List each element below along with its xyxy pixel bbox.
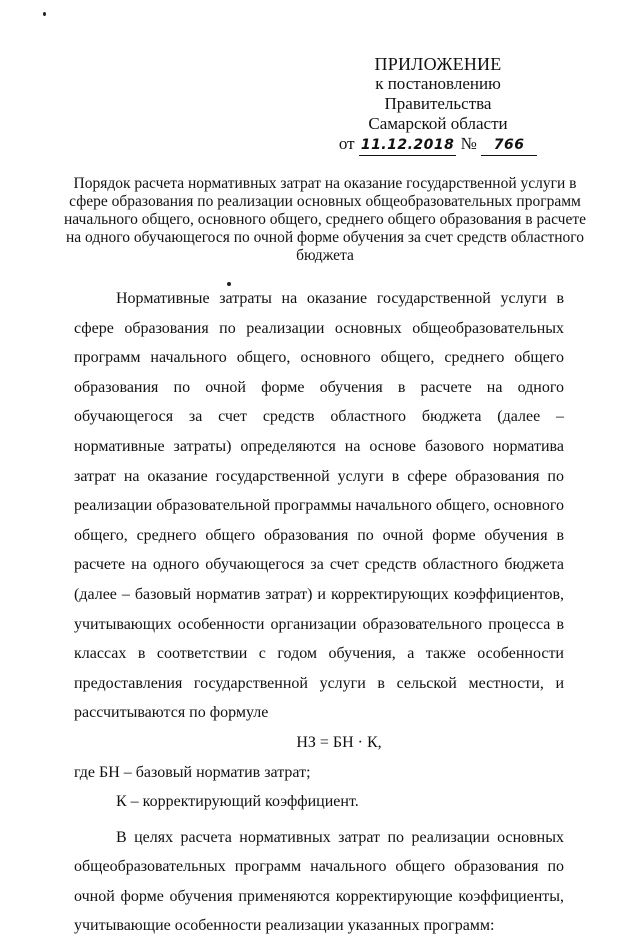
document-body	[74, 284, 564, 941]
appendix-decree-line: к постановлению Правительства	[375, 74, 501, 113]
formula: НЗ = БН · К,	[296, 733, 382, 751]
handwritten-date: 11.12.2018	[359, 135, 457, 156]
paragraph-correction-coefficients: В целях расчета нормативных затрат по реализации основных общеобразовательных программ начального общего образования по очной форме обучения применяются корректирующие коэффициенты, учитывающие особенности реализации указанных программ:	[74, 828, 564, 935]
handwritten-number: 766	[481, 135, 537, 156]
definition-k: К – корректирующий коэффициент.	[116, 793, 359, 811]
definition-bn: где БН – базовый норматив затрат;	[74, 763, 311, 781]
number-prefix: №	[460, 134, 477, 153]
date-prefix: от	[338, 134, 355, 153]
paragraph-normative-costs: Нормативные затраты на оказание государственной услуги в сфере образования по реализации основных общеобразовательных программ начального общего, основного общего, среднего общего образования по очной форме обучения в расчете на одного обучающегося за счет средств областного бюджета (далее – нормативные затраты) определяются на основе базового норматива затрат на оказание государственной услуги в сфере образования по реализации образовательной программы начального общего, основного общего, среднего общего образования по очной форме обучения в расчете на одного обучающегося за счет средств областного бюджета (далее – базовый норматив затрат) и корректирующих коэффициентов, учитывающих особенности организации образовательного процесса в классах в соответствии с годом обучения, а также особенности предоставления государственной услуги в сельской местности, и рассчитываются по формуле	[74, 290, 564, 722]
appendix-region-line: Самарской области	[368, 114, 508, 133]
document-title: Порядок расчета нормативных затрат на оказание государственной услуги в сфере образования по реализации основных общеобразовательных программ начального общего, основного общего, среднего общего образования в расчете на одного обучающегося по очной форме обучения за счет средств областного бюджета	[63, 175, 587, 264]
appendix-heading: ПРИЛОЖЕНИЕ	[374, 54, 502, 74]
appendix-block	[328, 54, 548, 156]
scan-speck	[43, 12, 46, 16]
appendix-date-number-line	[339, 134, 537, 156]
